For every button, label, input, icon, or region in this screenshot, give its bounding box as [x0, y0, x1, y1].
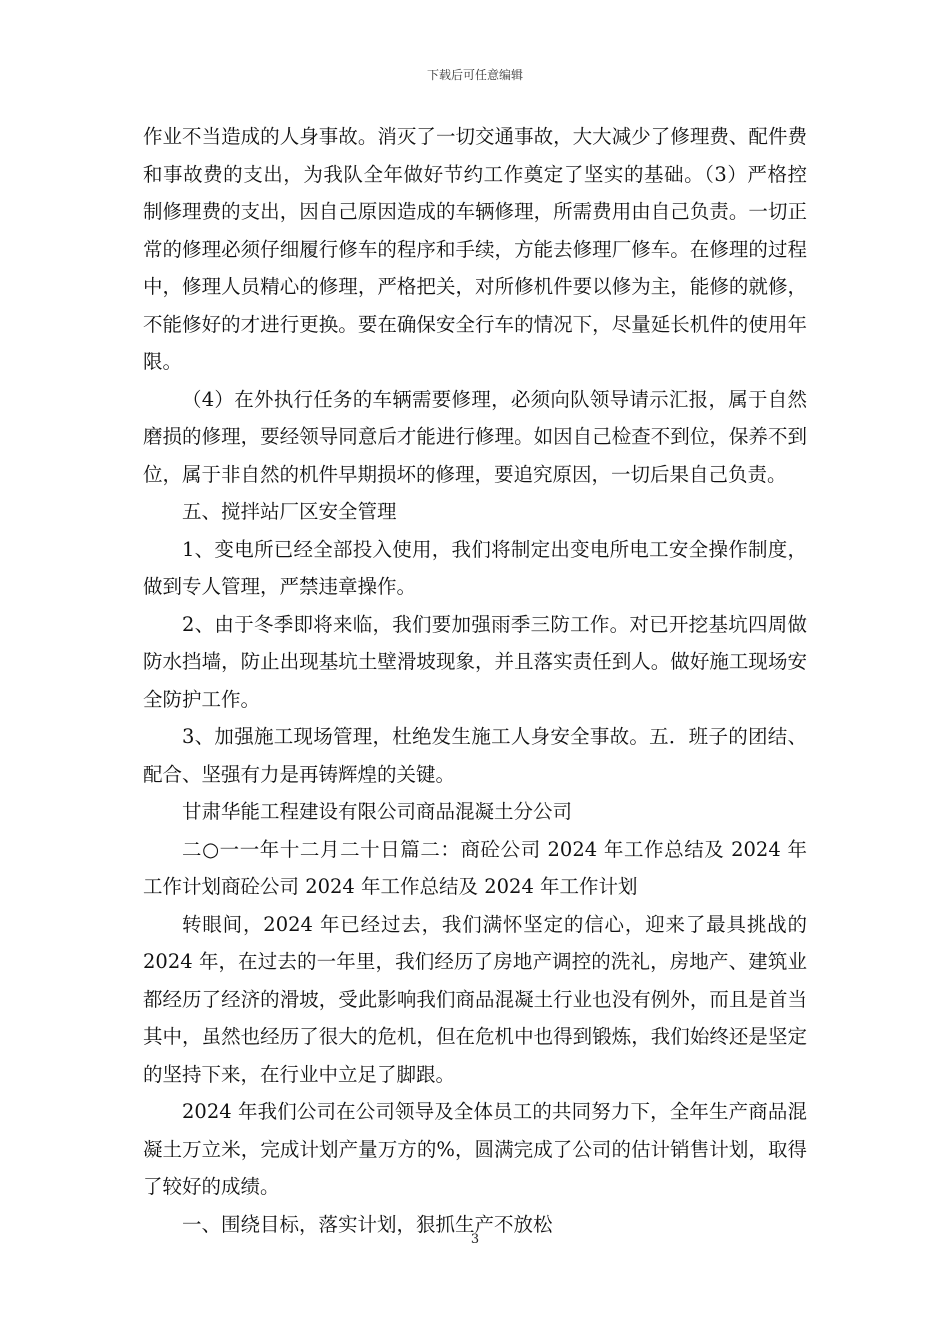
paragraph: 2、由于冬季即将来临，我们要加强雨季三防工作。对已开挖基坑四周做防水挡墙，防止出现基坑土壁滑坡现象，并且落实责任到人。做好施工现场安全防护工作。: [143, 612, 807, 711]
paragraph: 2024 年我们公司在公司领导及全体员工的共同努力下，全年生产商品混凝土万立米，完成计划产量万方的%，圆满完成了公司的估计销售计划，取得了较好的成绩。: [143, 1100, 807, 1198]
page-header: 下载后可任意编辑: [426, 68, 523, 82]
paragraph: 转眼间，2024 年已经过去，我们满怀坚定的信心，迎来了最具挑战的 2024 年，在过去的一年里，我们经历了房地产调控的洗礼，房地产、建筑业都经历了经济的滑坡，受此影响我们商品混凝土行业也没有例外，而且是首当其中，虽然也经历了很大的危机，但在危机中也得到锻炼，我们始终还是坚定的坚持下来，在行业中立足了脚跟。: [143, 912, 807, 1086]
section-heading: 一、围绕目标，落实计划，狠抓生产不放松: [182, 1212, 553, 1236]
paragraph: 1、变电所已经全部投入使用，我们将制定出变电所电工安全操作制度，做到专人管理，严禁违章操作。: [143, 537, 807, 598]
section-heading: 五、搅拌站厂区安全管理: [182, 500, 397, 523]
page-number: 3: [470, 1232, 480, 1247]
paragraph: （4）在外执行任务的车辆需要修理，必须向队领导请示汇报，属于自然磨损的修理，要经领导同意后才能进行修理。如因自己检查不到位，保养不到位，属于非自然的机件早期损坏的修理，要追究原因，一切后果自己负责。: [143, 387, 807, 486]
paragraph: 3、加强施工现场管理，杜绝发生施工人身安全事故。五．班子的团结、配合、坚强有力是再铸辉煌的关键。: [143, 725, 807, 786]
paragraph: 二○一一年十二月二十日篇二：商砼公司 2024 年工作总结及 2024 年工作计划商砼公司 2024 年工作总结及 2024 年工作计划: [143, 837, 807, 898]
document-body: [143, 118, 807, 1243]
paragraph: 作业不当造成的人身事故。消灭了一切交通事故，大大减少了修理费、配件费和事故费的支出，为我队全年做好节约工作奠定了坚实的基础。（3）严格控制修理费的支出，因自己原因造成的车辆修理，所需费用由自己负责。一切正常的修理必须仔细履行修车的程序和手续，方能去修理厂修车。在修理的过程中，修理人员精心的修理，严格把关，对所修机件要以修为主，能修的就修，不能修好的才进行更换。要在确保安全行车的情况下，尽量延长机件的使用年限。: [143, 125, 807, 373]
company-name: 甘肃华能工程建设有限公司商品混凝土分公司: [182, 800, 573, 823]
